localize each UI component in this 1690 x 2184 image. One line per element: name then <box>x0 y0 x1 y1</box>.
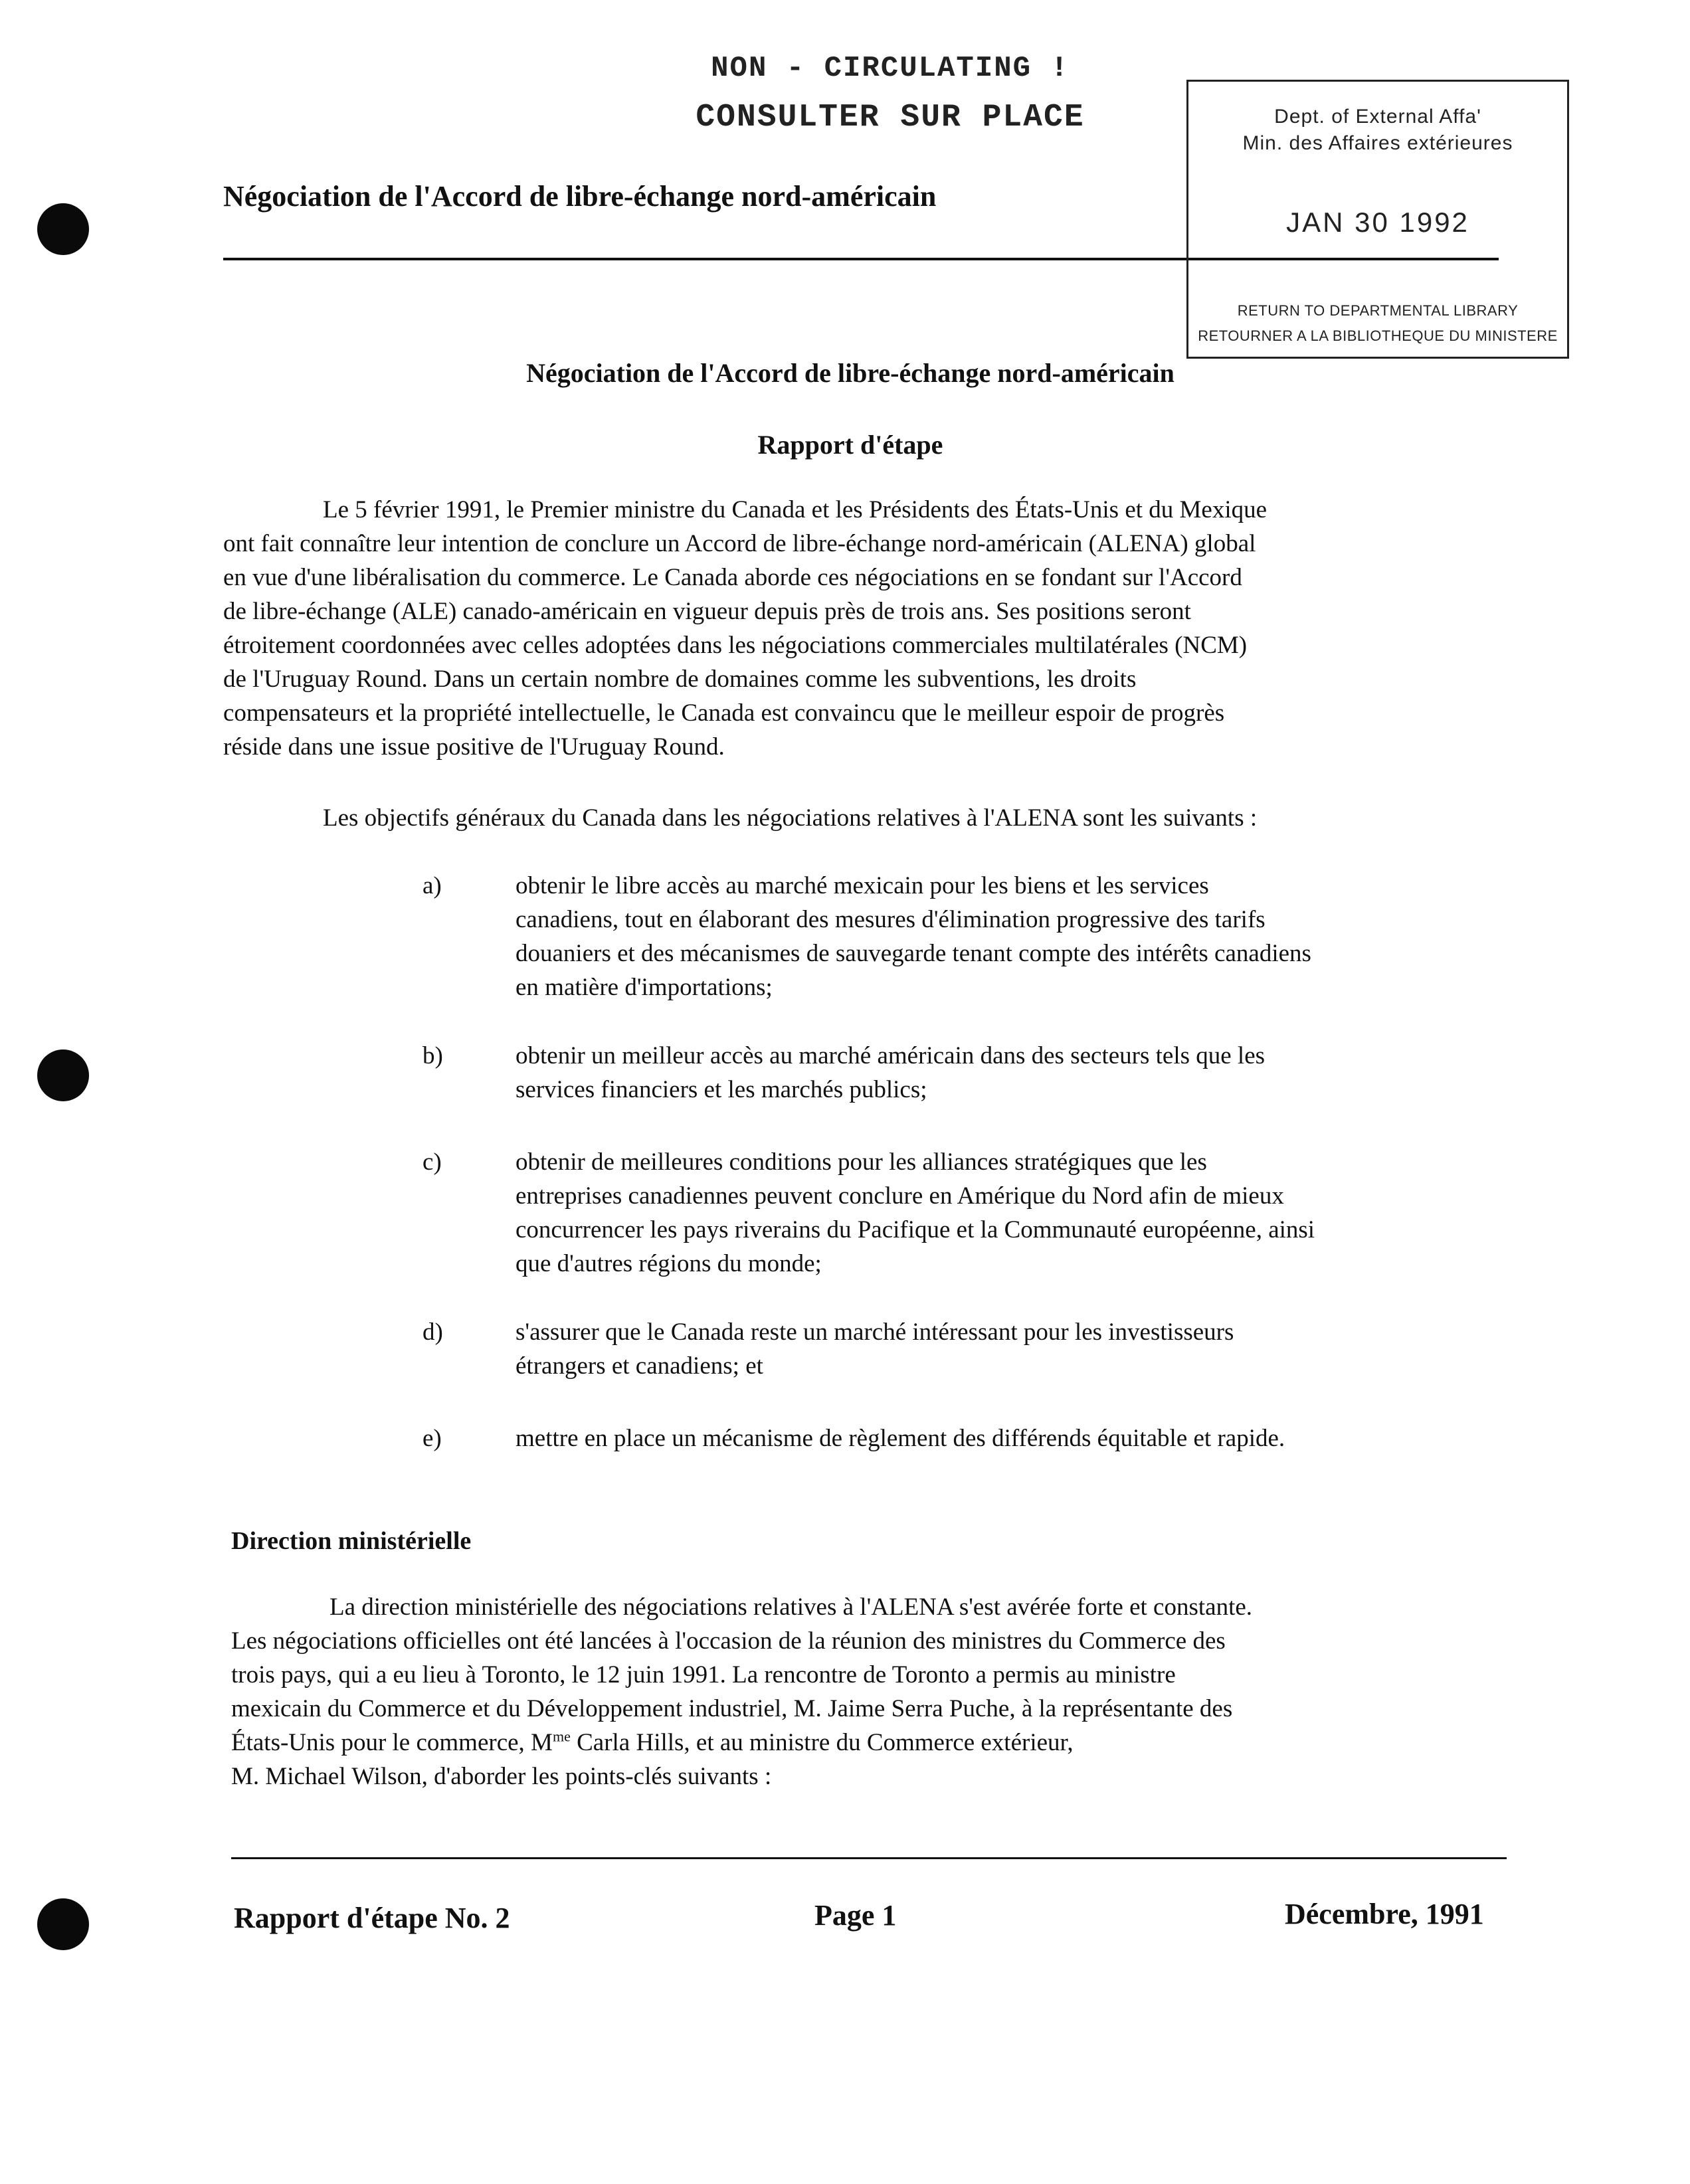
objective-line: concurrencer les pays riverains du Pacifique et la Communauté européenne, ainsi <box>516 1216 1315 1243</box>
list-marker: a) <box>423 872 442 899</box>
objective-line: mettre en place un mécanisme de règlement des différends équitable et rapide. <box>516 1425 1285 1452</box>
objective-line: s'assurer que le Canada reste un marché intéressant pour les investisseurs <box>516 1319 1234 1346</box>
section-line: La direction ministérielle des négociations relatives à l'ALENA s'est avérée forte et constante. <box>329 1593 1253 1621</box>
section-line: Les négociations officielles ont été lancées à l'occasion de la réunion des ministres du Commerce des <box>231 1627 1226 1655</box>
non-circulating-stamp-line1: NON - CIRCULATING ! <box>711 52 1070 85</box>
objectives-intro: Les objectifs généraux du Canada dans les négociations relatives à l'ALENA sont les suivants : <box>323 804 1258 832</box>
section-line: trois pays, qui a eu lieu à Toronto, le 12 juin 1991. La rencontre de Toronto a permis au ministre <box>231 1661 1176 1688</box>
punch-hole-middle <box>37 1049 89 1101</box>
objective-line: que d'autres régions du monde; <box>516 1250 822 1277</box>
punch-hole-bottom <box>37 1898 89 1950</box>
objective-line: en matière d'importations; <box>516 974 773 1001</box>
stamp-dept-fr: Min. des Affaires extérieures <box>1242 132 1513 154</box>
list-marker: c) <box>423 1148 442 1176</box>
stamp-return-en: RETURN TO DEPARTMENTAL LIBRARY <box>1237 302 1519 319</box>
objective-line: obtenir de meilleures conditions pour les alliances stratégiques que les <box>516 1148 1207 1176</box>
list-marker: d) <box>423 1319 443 1346</box>
intro-paragraph <box>223 493 1519 764</box>
objective-e <box>423 1421 1485 1461</box>
objective-line: obtenir un meilleur accès au marché américain dans des secteurs tels que les <box>516 1042 1266 1069</box>
section-line: mexicain du Commerce et du Développement industriel, M. Jaime Serra Puche, à la représentante des <box>231 1695 1233 1722</box>
intro-line: réside dans une issue positive de l'Uruguay Round. <box>223 733 725 761</box>
intro-line: compensateurs et la propriété intellectuelle, le Canada est convaincu que le meilleur espoir de progrès <box>223 699 1225 727</box>
objective-line: étrangers et canadiens; et <box>516 1352 763 1380</box>
intro-line: de libre-échange (ALE) canado-américain en vigueur depuis près de trois ans. Ses positions seront <box>223 598 1191 625</box>
objective-a <box>423 869 1485 1008</box>
stamp-dept-en: Dept. of External Affa' <box>1274 106 1481 128</box>
footer-report-number: Rapport d'étape No. 2 <box>234 1902 510 1934</box>
footer-rule <box>231 1857 1507 1859</box>
section-heading-direction: Direction ministérielle <box>231 1527 472 1555</box>
punch-hole-top <box>37 203 89 255</box>
non-circulating-stamp-line2: CONSULTER SUR PLACE <box>696 100 1085 136</box>
objective-line: douaniers et des mécanismes de sauvegarde tenant compte des intérêts canadiens <box>516 940 1311 967</box>
section-line5-post: Carla Hills, et au ministre du Commerce extérieur, <box>570 1729 1074 1756</box>
section-line5-sup: me <box>552 1728 571 1745</box>
running-header-title: Négociation de l'Accord de libre-échange nord-américain <box>223 180 937 213</box>
document-title: Négociation de l'Accord de libre-échange nord-américain <box>526 358 1174 388</box>
objective-c <box>423 1145 1485 1285</box>
objective-line: obtenir le libre accès au marché mexicain pour les biens et les services <box>516 872 1209 899</box>
intro-line: de l'Uruguay Round. Dans un certain nombre de domaines comme les subventions, les droits <box>223 666 1137 693</box>
footer-date: Décembre, 1991 <box>1285 1898 1484 1930</box>
intro-line: en vue d'une libéralisation du commerce. Le Canada aborde ces négociations en se fondant sur l'Accord <box>223 564 1242 591</box>
section-line5-pre: États-Unis pour le commerce, M <box>231 1729 553 1756</box>
section-line: M. Michael Wilson, d'aborder les points-clés suivants : <box>231 1763 772 1790</box>
stamp-return-fr: RETOURNER A LA BIBLIOTHEQUE DU MINISTERE <box>1198 327 1558 344</box>
objective-b <box>423 1039 1485 1112</box>
intro-line: ont fait connaître leur intention de conclure un Accord de libre-échange nord-américain (ALENA) global <box>223 530 1256 557</box>
objective-line: entreprises canadiennes peuvent conclure en Amérique du Nord afin de mieux <box>516 1182 1284 1210</box>
objective-line: canadiens, tout en élaborant des mesures d'élimination progressive des tarifs <box>516 906 1266 933</box>
library-received-stamp <box>1186 80 1569 359</box>
intro-line: Le 5 février 1991, le Premier ministre du Canada et les Présidents des États-Unis et du Mexique <box>323 496 1268 523</box>
section-paragraph <box>231 1590 1520 1793</box>
intro-line: étroitement coordonnées avec celles adoptées dans les négociations commerciales multilatérales (NCM) <box>223 632 1248 659</box>
stamp-date: JAN 30 1992 <box>1286 207 1469 238</box>
document-subtitle: Rapport d'étape <box>757 430 943 460</box>
list-marker: e) <box>423 1425 442 1452</box>
footer-page-number: Page 1 <box>814 1899 897 1932</box>
list-marker: b) <box>423 1042 443 1069</box>
objective-line: services financiers et les marchés publics; <box>516 1076 927 1103</box>
section-line <box>231 1726 1520 1760</box>
objective-d <box>423 1315 1485 1388</box>
